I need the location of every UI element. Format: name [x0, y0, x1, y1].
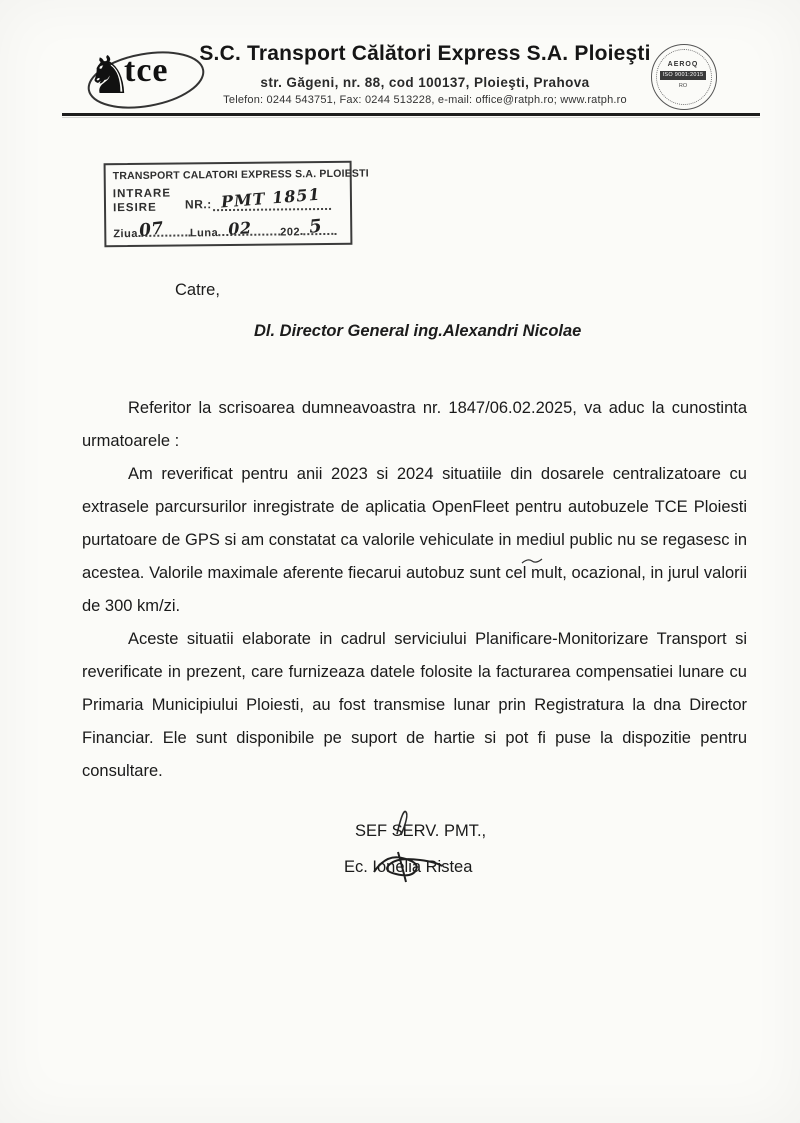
stamp-year-printed: 202 — [280, 226, 301, 239]
horse-icon: ♞ — [86, 47, 133, 105]
seal-org: AEROQ — [667, 61, 699, 68]
logo-text: tce — [124, 52, 169, 89]
addressee-line: Dl. Director General ing.Alexandri Nicolae — [254, 322, 582, 340]
signature-name: Ec. Ionelia Ristea — [344, 858, 473, 876]
stamp-nr-handwritten: PMT 1851 — [220, 184, 322, 212]
company-name: S.C. Transport Călători Express S.A. Ploieşti — [199, 42, 651, 65]
stamp-nr-label: NR.: — [184, 197, 212, 212]
salutation: Catre, — [175, 281, 220, 299]
letterhead — [190, 42, 660, 106]
seal-standard: ISO 9001:2015 — [660, 71, 706, 80]
letter-body — [82, 392, 747, 788]
stamp-iesire-label: IESIRE — [112, 201, 157, 215]
stamp-luna-handwritten: 02 — [227, 218, 253, 239]
stamp-ziua-handwritten: 07 — [138, 218, 166, 242]
seal-sub: RO — [678, 83, 688, 89]
registry-stamp — [104, 161, 369, 248]
paragraph-2: Am reverificat pentru anii 2023 si 2024 situatiile din dosarele centralizatoare cu extrasele parcursurilor inregistrate de aplicatia OpenFleet pentru autobuzele TCE Ploiesti purtatoare de GPS si am constatat ca valorile vehiculate in mediul public nu se regasesc in acestea. Valorile maximale aferente fiecarui autobuz sunt cel mult, ocazional, in jurul valorii de 300 km/zi. — [82, 465, 747, 615]
paragraph-1: Referitor la scrisoarea dumneavoastra nr. 1847/06.02.2025, va aduc la cunostinta urmatoarele : — [82, 399, 747, 450]
company-address: str. Găgeni, nr. 88, cod 100137, Ploieşti, Prahova — [260, 75, 590, 90]
stamp-year-handwritten: 5 — [308, 215, 324, 238]
stamp-ziua-label: Ziua — [113, 227, 138, 241]
iso-certification-seal — [651, 44, 721, 118]
stamp-intrare-label: INTRARE — [112, 187, 172, 201]
stamp-luna-label: Luna — [189, 227, 219, 240]
company-contact: Telefon: 0244 543751, Fax: 0244 513228, e-mail: office@ratph.ro; www.ratph.ro — [223, 94, 627, 106]
signature-title: SEF SERV. PMT., — [355, 822, 487, 840]
header-divider — [62, 113, 760, 116]
paragraph-3: Aceste situatii elaborate in cadrul serviciului Planificare-Monitorizare Transport si reverificate in prezent, care furnizeaza datele folosite la facturarea compensatiei lunare cu Primaria Municipiului Ploiesti, au fost transmise lunar prin Registratura la dna Director Financiar. Ele sunt disponibile pe suport de hartie si pot fi puse la dispozitie pentru consultare. — [82, 630, 747, 780]
stamp-date-row — [113, 215, 343, 242]
stamp-title: TRANSPORT CALATORI EXPRESS S.A. PLOIESTI — [112, 167, 369, 183]
stamp-iesire-row — [113, 200, 343, 214]
